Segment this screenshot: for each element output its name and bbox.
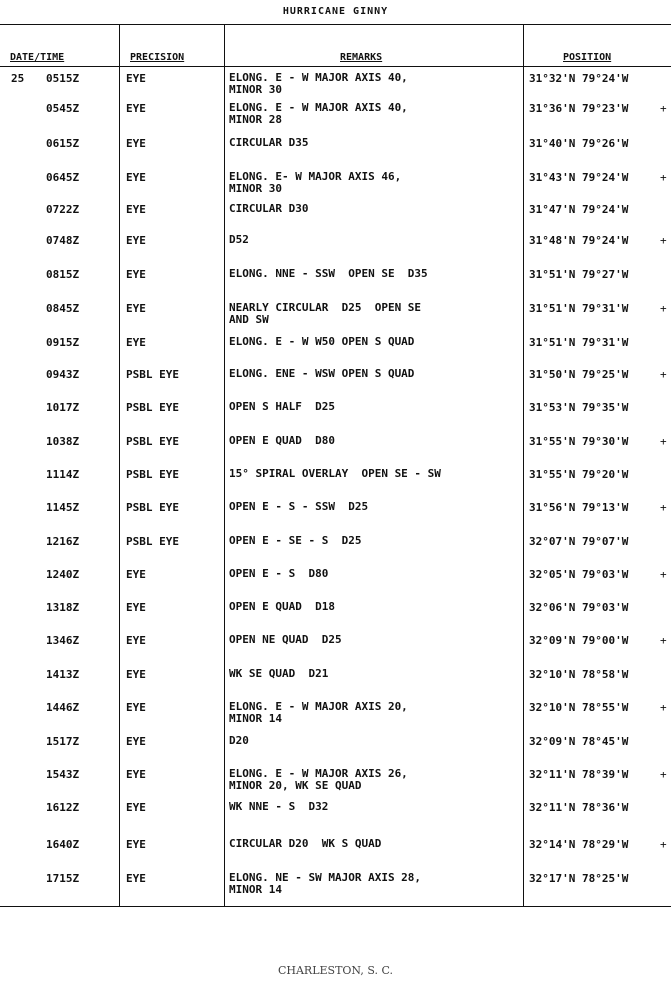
precision-cell: PSBL EYE (126, 501, 179, 514)
precision-cell: EYE (126, 171, 146, 184)
position-cell: 31°51'N 79°31'W (529, 336, 629, 349)
time-cell: 1216Z (46, 535, 80, 548)
table-row (0, 701, 671, 731)
time-cell: 0515Z (46, 72, 80, 85)
precision-cell: PSBL EYE (126, 535, 179, 548)
remarks-cell: WK SE QUAD D21 (229, 667, 329, 680)
precision-cell: EYE (126, 268, 146, 281)
precision-cell: PSBL EYE (126, 401, 179, 414)
time-cell: 1543Z (46, 768, 80, 781)
time-cell: 0815Z (46, 268, 80, 281)
position-cell: 31°51'N 79°27'W (529, 268, 629, 281)
table-row (0, 368, 671, 398)
remarks-cell: CIRCULAR D30 (229, 202, 309, 215)
time-cell: 0748Z (46, 234, 80, 247)
position-cell: 32°09'N 79°00'W (529, 634, 629, 647)
remarks-cell: OPEN E QUAD D80 (229, 434, 335, 447)
time-cell: 1640Z (46, 838, 80, 851)
precision-cell: EYE (126, 701, 146, 714)
position-cell: 31°43'N 79°24'W (529, 171, 629, 184)
position-cell: 32°07'N 79°07'W (529, 535, 629, 548)
table-row (0, 234, 671, 264)
position-cell: 31°55'N 79°20'W (529, 468, 629, 481)
margin-mark: + (660, 634, 667, 647)
position-cell: 31°48'N 79°24'W (529, 234, 629, 247)
time-cell: 1446Z (46, 701, 80, 714)
table-row (0, 568, 671, 598)
margin-mark: + (660, 701, 667, 714)
position-cell: 32°10'N 78°55'W (529, 701, 629, 714)
remarks-cell: ELONG. E - W MAJOR AXIS 40, MINOR 30 (229, 71, 408, 96)
remarks-cell: ELONG. E- W MAJOR AXIS 46, MINOR 30 (229, 170, 402, 195)
table-row (0, 302, 671, 332)
remarks-cell: NEARLY CIRCULAR D25 OPEN SE AND SW (229, 301, 422, 326)
margin-mark: + (660, 838, 667, 851)
table-row (0, 72, 671, 102)
remarks-cell: ELONG. E - W MAJOR AXIS 26, MINOR 20, WK SE QUAD (229, 767, 408, 792)
remarks-cell: CIRCULAR D20 WK S QUAD (229, 837, 382, 850)
remarks-cell: ELONG. E - W MAJOR AXIS 40, MINOR 28 (229, 101, 408, 126)
precision-cell: EYE (126, 872, 146, 885)
time-cell: 1038Z (46, 435, 80, 448)
time-cell: 1517Z (46, 735, 80, 748)
precision-cell: EYE (126, 72, 146, 85)
position-cell: 31°36'N 79°23'W (529, 102, 629, 115)
table-row (0, 203, 671, 233)
time-cell: 0722Z (46, 203, 80, 216)
position-cell: 31°50'N 79°25'W (529, 368, 629, 381)
table-row (0, 336, 671, 366)
precision-cell: EYE (126, 801, 146, 814)
remarks-cell: OPEN NE QUAD D25 (229, 633, 342, 646)
table-row (0, 268, 671, 298)
position-cell: 32°14'N 78°29'W (529, 838, 629, 851)
precision-cell: EYE (126, 568, 146, 581)
time-cell: 0845Z (46, 302, 80, 315)
remarks-cell: OPEN E - S D80 (229, 567, 329, 580)
position-cell: 31°32'N 79°24'W (529, 72, 629, 85)
margin-mark: + (660, 171, 667, 184)
position-cell: 31°40'N 79°26'W (529, 137, 629, 150)
table-row (0, 768, 671, 798)
precision-cell: EYE (126, 735, 146, 748)
precision-cell: EYE (126, 203, 146, 216)
position-cell: 32°11'N 78°36'W (529, 801, 629, 814)
remarks-cell: OPEN E QUAD D18 (229, 600, 335, 613)
header-date-time: DATE/TIME (10, 52, 65, 63)
margin-mark: + (660, 368, 667, 381)
remarks-cell: CIRCULAR D35 (229, 136, 309, 149)
precision-cell: PSBL EYE (126, 435, 179, 448)
position-cell: 31°51'N 79°31'W (529, 302, 629, 315)
table-row (0, 601, 671, 631)
time-cell: 1346Z (46, 634, 80, 647)
remarks-cell: ELONG. E - W W50 OPEN S QUAD (229, 335, 415, 348)
margin-mark: + (660, 568, 667, 581)
time-cell: 1612Z (46, 801, 80, 814)
position-cell: 32°10'N 78°58'W (529, 668, 629, 681)
precision-cell: EYE (126, 601, 146, 614)
day-cell: 25 (11, 72, 25, 85)
header-bottom-rule (0, 66, 671, 67)
precision-cell: EYE (126, 768, 146, 781)
position-cell: 31°55'N 79°30'W (529, 435, 629, 448)
table-row (0, 171, 671, 201)
table-row (0, 735, 671, 765)
table-row (0, 501, 671, 531)
table-row (0, 468, 671, 498)
precision-cell: EYE (126, 336, 146, 349)
remarks-cell: ELONG. ENE - WSW OPEN S QUAD (229, 367, 415, 380)
table-row (0, 801, 671, 831)
remarks-cell: D52 (229, 233, 249, 246)
margin-mark: + (660, 302, 667, 315)
header-position: POSITION (563, 52, 612, 63)
time-cell: 1413Z (46, 668, 80, 681)
remarks-cell: OPEN E - S - SSW D25 (229, 500, 369, 513)
margin-mark: + (660, 435, 667, 448)
table-row (0, 668, 671, 698)
position-cell: 32°05'N 79°03'W (529, 568, 629, 581)
margin-mark: + (660, 768, 667, 781)
table-row (0, 137, 671, 167)
time-cell: 0545Z (46, 102, 80, 115)
header-precision: PRECISION (130, 52, 185, 63)
remarks-cell: OPEN E - SE - S D25 (229, 534, 362, 547)
table-row (0, 838, 671, 868)
table-top-rule (0, 24, 671, 25)
precision-cell: EYE (126, 634, 146, 647)
table-row (0, 872, 671, 902)
margin-mark: + (660, 501, 667, 514)
time-cell: 1240Z (46, 568, 80, 581)
remarks-cell: ELONG. E - W MAJOR AXIS 20, MINOR 14 (229, 700, 408, 725)
precision-cell: PSBL EYE (126, 468, 179, 481)
precision-cell: EYE (126, 137, 146, 150)
position-cell: 31°53'N 79°35'W (529, 401, 629, 414)
time-cell: 0615Z (46, 137, 80, 150)
remarks-cell: ELONG. NNE - SSW OPEN SE D35 (229, 267, 428, 280)
precision-cell: EYE (126, 838, 146, 851)
time-cell: 1017Z (46, 401, 80, 414)
position-cell: 31°47'N 79°24'W (529, 203, 629, 216)
precision-cell: EYE (126, 302, 146, 315)
table-row (0, 401, 671, 431)
precision-cell: PSBL EYE (126, 368, 179, 381)
margin-mark: + (660, 234, 667, 247)
remarks-cell: OPEN S HALF D25 (229, 400, 335, 413)
time-cell: 0915Z (46, 336, 80, 349)
margin-mark: + (660, 102, 667, 115)
time-cell: 1145Z (46, 501, 80, 514)
table-row (0, 634, 671, 664)
precision-cell: EYE (126, 102, 146, 115)
header-remarks: REMARKS (340, 52, 383, 63)
footer-location: CHARLESTON, S. C. (277, 964, 394, 977)
time-cell: 1114Z (46, 468, 80, 481)
precision-cell: EYE (126, 234, 146, 247)
position-cell: 32°17'N 78°25'W (529, 872, 629, 885)
time-cell: 1318Z (46, 601, 80, 614)
position-cell: 32°11'N 78°39'W (529, 768, 629, 781)
remarks-cell: D20 (229, 734, 249, 747)
precision-cell: EYE (126, 668, 146, 681)
table-row (0, 535, 671, 565)
table-bottom-rule (0, 906, 671, 907)
remarks-cell: 15° SPIRAL OVERLAY OPEN SE - SW (229, 467, 441, 480)
table-row (0, 102, 671, 132)
position-cell: 31°56'N 79°13'W (529, 501, 629, 514)
time-cell: 0645Z (46, 171, 80, 184)
time-cell: 0943Z (46, 368, 80, 381)
document-title: HURRICANE GINNY (282, 6, 389, 17)
remarks-cell: WK NNE - S D32 (229, 800, 329, 813)
position-cell: 32°09'N 78°45'W (529, 735, 629, 748)
remarks-cell: ELONG. NE - SW MAJOR AXIS 28, MINOR 14 (229, 871, 422, 896)
time-cell: 1715Z (46, 872, 80, 885)
position-cell: 32°06'N 79°03'W (529, 601, 629, 614)
table-row (0, 435, 671, 465)
